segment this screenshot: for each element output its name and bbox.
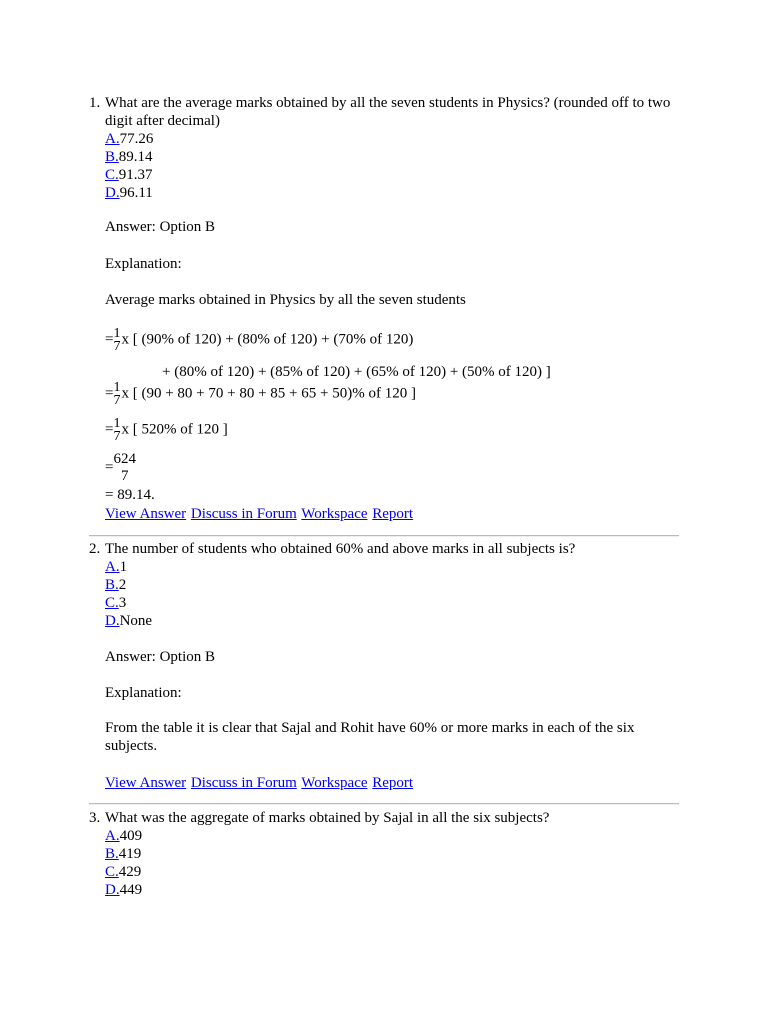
option-b-link[interactable]: B.: [105, 577, 119, 593]
question-3: [89, 809, 689, 899]
discuss-in-forum-link[interactable]: Discuss in Forum: [190, 775, 297, 791]
question-2: [89, 540, 689, 630]
option-d: D.None: [105, 613, 153, 629]
option-c: C.3: [105, 595, 127, 611]
q2-explanation-label: Explanation:: [105, 685, 182, 701]
workspace-link[interactable]: Workspace: [301, 775, 368, 791]
divider: [89, 535, 679, 537]
q1-explanation-intro: Average marks obtained in Physics by all the seven students: [105, 292, 466, 308]
workspace-link[interactable]: Workspace: [301, 506, 368, 522]
report-link[interactable]: Report: [372, 775, 414, 791]
option-d-link[interactable]: D.: [105, 882, 120, 898]
q1-eq-line1: = 1 7 x [ (90% of 120) + (80% of 120) + (70% of 120): [105, 326, 414, 354]
option-a: A.409: [105, 828, 143, 844]
option-d: D.96.11: [105, 185, 153, 201]
option-c: C.91.37: [105, 167, 153, 183]
q1-links: [105, 505, 414, 523]
option-b-link[interactable]: B.: [105, 846, 119, 862]
report-link[interactable]: Report: [372, 506, 414, 522]
q2-answer: Answer: Option B: [105, 649, 215, 665]
fraction-one-seventh: 1 7: [113, 416, 121, 444]
q1-eq-line4: = 1 7 x [ 520% of 120 ]: [105, 416, 228, 444]
question-1-text: 1. What are the average marks obtained by all the seven students in Physics? (rounded off to two digit after decimal): [89, 95, 671, 129]
option-a-link[interactable]: A.: [105, 131, 120, 147]
view-answer-link[interactable]: View Answer: [105, 775, 187, 791]
q1-result: = 89.14.: [105, 487, 155, 503]
q1-eq-line2: + (80% of 120) + (85% of 120) + (65% of 120) + (50% of 120) ]: [162, 364, 551, 380]
discuss-in-forum-link[interactable]: Discuss in Forum: [190, 506, 297, 522]
q1-eq-line3: = 1 7 x [ (90 + 80 + 70 + 80 + 85 + 65 + 50)% of 120 ]: [105, 380, 416, 408]
q2-links: [105, 774, 414, 792]
divider: [89, 803, 679, 805]
question-3-text: 3. What was the aggregate of marks obtained by Sajal in all the six subjects?: [89, 810, 550, 826]
option-a: A.1: [105, 559, 128, 575]
option-a-link[interactable]: A.: [105, 559, 120, 575]
option-c-link[interactable]: C.: [105, 864, 119, 880]
option-d: D.449: [105, 882, 143, 898]
option-b: B.419: [105, 846, 142, 862]
option-d-link[interactable]: D.: [105, 185, 120, 201]
q1-answer: Answer: Option B: [105, 219, 215, 235]
option-b-link[interactable]: B.: [105, 149, 119, 165]
option-a: A.77.26: [105, 131, 154, 147]
option-c: C.429: [105, 864, 142, 880]
question-1: [89, 94, 689, 202]
fraction-one-seventh: 1 7: [113, 380, 121, 408]
question-2-text: 2. The number of students who obtained 60% and above marks in all subjects is?: [89, 541, 576, 557]
fraction-624-over-7: 624 7: [113, 451, 136, 484]
q1-eq-line5: = 624 7: [105, 451, 136, 484]
option-b: B.2: [105, 577, 127, 593]
option-d-link[interactable]: D.: [105, 613, 120, 629]
option-c-link[interactable]: C.: [105, 595, 119, 611]
fraction-one-seventh: 1 7: [113, 326, 121, 354]
view-answer-link[interactable]: View Answer: [105, 506, 187, 522]
option-b: B.89.14: [105, 149, 153, 165]
option-c-link[interactable]: C.: [105, 167, 119, 183]
option-a-link[interactable]: A.: [105, 828, 120, 844]
q1-explanation-label: Explanation:: [105, 256, 182, 272]
q2-explanation: From the table it is clear that Sajal and Rohit have 60% or more marks in each of the six subjects.: [105, 720, 635, 754]
